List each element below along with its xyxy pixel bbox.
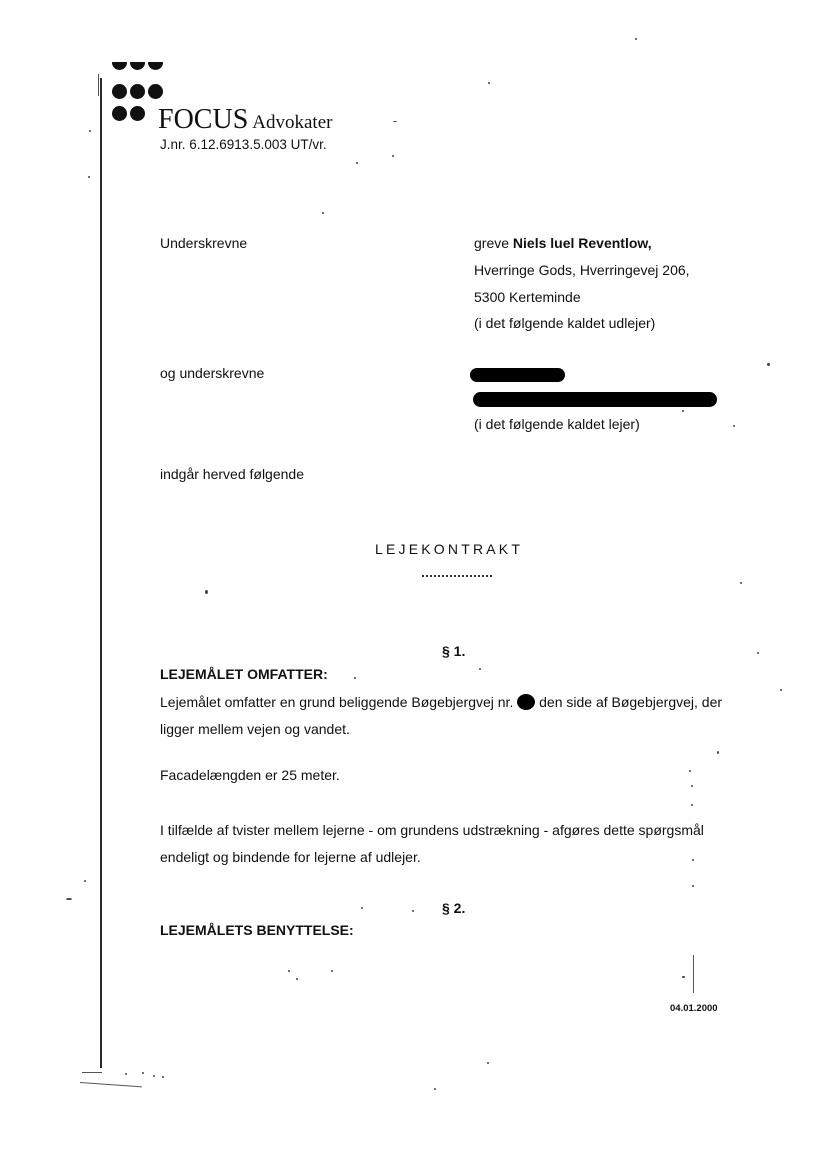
scan-speck [487,1062,489,1064]
section-1-p3-line2: endeligt og bindende for lejerne af udlejer. [160,849,421,865]
scan-speck [162,1076,164,1078]
scan-speck [322,212,324,214]
scan-speck [88,176,90,178]
scan-speck [767,363,770,366]
brand-main: FOCUS [158,104,249,135]
section-1-paragraph-3 [160,817,704,871]
tenant-role: (i det følgende kaldet lejer) [474,416,640,432]
scan-speck [392,155,394,157]
brand-logo-text [158,104,332,136]
landlord-role: (i det følgende kaldet udlejer) [474,315,656,331]
scan-speck [361,907,363,909]
section-1-paragraph-2: Facadelængden er 25 meter. [160,767,340,783]
scan-speck [393,121,397,122]
section-1-p3-line1: I tilfælde af tvister mellem lejerne - om grundens udstrækning - afgøres dette spørgsmål [160,822,704,838]
scan-speck [479,668,481,670]
scan-speck [740,582,742,584]
scan-speck [331,970,333,972]
scan-mark [693,955,694,993]
tenant-label: og underskrevne [160,365,265,381]
scan-margin-line [100,78,102,1068]
scan-speck [692,859,694,861]
section-1-heading: LEJEMÅLET OMFATTER: [160,666,328,682]
date-stamp: 04.01.2000 [670,1003,718,1014]
redacted-house-number [517,694,535,710]
scan-speck [692,885,694,887]
contract-title: LEJEKONTRAKT [375,541,524,557]
title-underline [422,575,492,577]
scan-speck [780,689,782,691]
section-1-paragraph-1 [160,689,722,743]
scan-speck [689,770,691,772]
scan-speck [288,970,290,972]
scan-speck [635,38,637,40]
landlord-address-line2: 5300 Kerteminde [474,289,581,305]
scan-speck [66,898,72,900]
scan-speck [153,1075,155,1077]
scan-speck [356,162,358,164]
scan-speck [89,130,91,132]
scan-speck [717,751,719,754]
section-1-number: § 1. [442,643,466,659]
scan-speck [488,82,490,84]
redacted-tenant-name [470,368,565,382]
landlord-name-line: greve Niels luel Reventlow, [474,235,652,251]
scan-mark [80,1082,142,1087]
scan-speck [691,785,693,787]
journal-reference: J.nr. 6.12.6913.5.003 UT/vr. [160,137,327,152]
scan-speck [296,978,298,980]
scan-speck [682,976,685,978]
scan-speck [412,910,414,912]
scan-mark [82,1072,102,1073]
scan-speck [125,1073,127,1075]
intro-text: indgår herved følgende [160,466,304,482]
redacted-tenant-address [473,392,717,407]
section-2-heading: LEJEMÅLETS BENYTTELSE: [160,922,354,938]
scan-speck [757,652,759,654]
landlord-address-line1: Hverringe Gods, Hverringevej 206, [474,262,690,278]
scan-speck [682,410,684,412]
brand-sub: Advokater [252,112,333,133]
scan-speck [205,590,208,594]
section-1-p1-line2: ligger mellem vejen og vandet. [160,721,350,737]
section-2-number: § 2. [442,900,466,916]
scan-speck [354,677,356,679]
scan-speck [691,804,693,806]
section-1-p1-line1: Lejemålet omfatter en grund beliggende Bøgebjergvej nr. den side af Bøgebjergvej, der [160,694,723,710]
scan-mark [98,74,99,96]
landlord-label: Underskrevne [160,235,248,251]
scan-speck [434,1088,436,1090]
scan-speck [84,880,86,882]
landlord-name: Niels luel Reventlow, [512,235,652,251]
scan-speck [733,425,735,427]
scan-speck [142,1072,144,1074]
